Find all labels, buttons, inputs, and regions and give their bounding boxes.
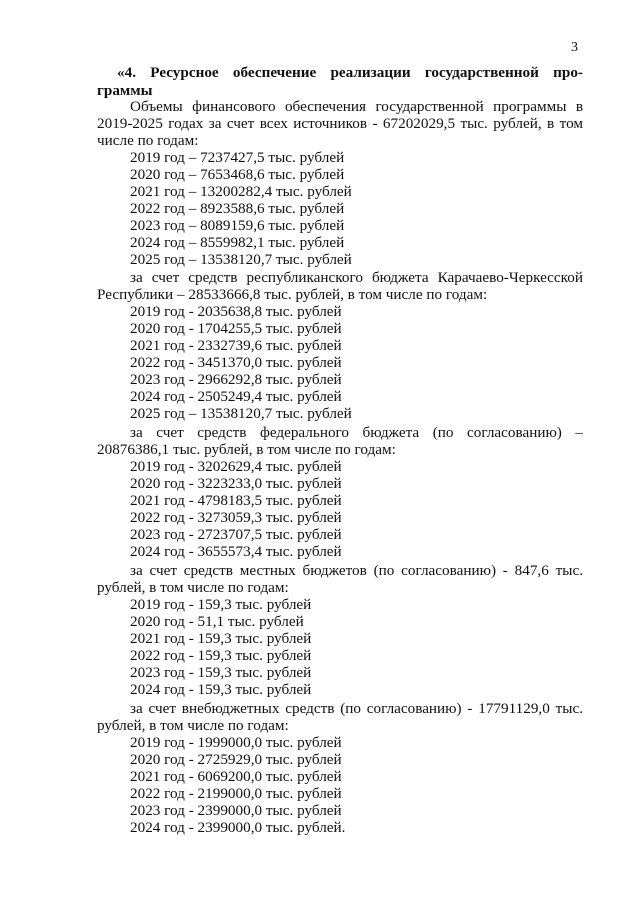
- year-amount-item: 2019 год – 7237427,5 тыс. рублей: [130, 149, 345, 166]
- year-amount-item: 2021 год - 4798183,5 тыс. рублей: [130, 492, 342, 509]
- year-amount-item: 2024 год – 8559982,1 тыс. рублей: [130, 234, 345, 251]
- year-amount-item: 2021 год - 159,3 тыс. рублей: [130, 630, 312, 647]
- funding-federal-budget: [97, 424, 583, 560]
- paragraph-line: за счет средств местных бюджетов (по согласованию) - 847,6 тыс.: [130, 562, 583, 579]
- year-amount-item: 2025 год – 13538120,7 тыс. рублей: [130, 251, 352, 268]
- year-amount-item: 2020 год - 51,1 тыс. рублей: [130, 613, 304, 630]
- funding-intro-paragraph: [97, 562, 583, 596]
- year-amount-item: 2022 год - 159,3 тыс. рублей: [130, 647, 312, 664]
- year-amount-item: 2023 год – 8089159,6 тыс. рублей: [130, 217, 345, 234]
- paragraph-line: рублей, в том числе по годам:: [97, 579, 289, 596]
- year-amount-item: 2021 год - 6069200,0 тыс. рублей: [130, 768, 342, 785]
- section-heading: [97, 64, 583, 99]
- year-amount-item: 2021 год - 2332739,6 тыс. рублей: [130, 337, 342, 354]
- year-amount-item: 2020 год – 7653468,6 тыс. рублей: [130, 166, 345, 183]
- section-heading-line-1: «4. Ресурсное обеспечение реализации государственной про-: [117, 64, 583, 81]
- year-amount-item: 2019 год - 2035638,8 тыс. рублей: [130, 303, 342, 320]
- year-amount-item: 2025 год – 13538120,7 тыс. рублей: [130, 405, 352, 422]
- paragraph-line: за счет средств федерального бюджета (по согласованию) –: [130, 424, 583, 441]
- paragraph-line: 20876386,1 тыс. рублей, в том числе по годам:: [97, 441, 396, 458]
- year-amount-item: 2020 год - 2725929,0 тыс. рублей: [130, 751, 342, 768]
- year-amount-item: 2023 год - 2399000,0 тыс. рублей: [130, 802, 342, 819]
- paragraph-line: числе по годам:: [97, 132, 199, 149]
- funding-intro-paragraph: [97, 269, 583, 303]
- paragraph-line: 2019-2025 годах за счет всех источников - 67202029,5 тыс. рублей, в том: [97, 115, 583, 132]
- year-amount-item: 2022 год - 3273059,3 тыс. рублей: [130, 509, 342, 526]
- year-amount-item: 2019 год - 3202629,4 тыс. рублей: [130, 458, 342, 475]
- funding-intro-paragraph: [97, 98, 583, 149]
- year-amount-item: 2021 год – 13200282,4 тыс. рублей: [130, 183, 352, 200]
- funding-local-budgets: [97, 562, 583, 698]
- funding-extrabudgetary: [97, 700, 583, 836]
- year-amount-item: 2020 год - 1704255,5 тыс. рублей: [130, 320, 342, 337]
- funding-all-sources: [97, 98, 583, 268]
- year-amount-item: 2022 год - 2199000,0 тыс. рублей: [130, 785, 342, 802]
- year-amount-item: 2020 год - 3223233,0 тыс. рублей: [130, 475, 342, 492]
- year-amount-item: 2023 год - 2966292,8 тыс. рублей: [130, 371, 342, 388]
- funding-intro-paragraph: [97, 424, 583, 458]
- funding-republican-budget: [97, 269, 583, 422]
- section-heading-line-2: граммы: [97, 81, 153, 99]
- year-amount-item: 2024 год - 2399000,0 тыс. рублей.: [130, 819, 346, 836]
- year-amount-item: 2019 год - 159,3 тыс. рублей: [130, 596, 312, 613]
- paragraph-line: за счет внебюджетных средств (по согласованию) - 17791129,0 тыс.: [130, 700, 583, 717]
- year-amount-item: 2022 год - 3451370,0 тыс. рублей: [130, 354, 342, 371]
- page-number: 3: [571, 40, 578, 55]
- paragraph-line: за счет средств республиканского бюджета Карачаево-Черкесской: [130, 269, 583, 286]
- paragraph-line: рублей, в том числе по годам:: [97, 717, 289, 734]
- year-amount-item: 2022 год – 8923588,6 тыс. рублей: [130, 200, 345, 217]
- year-amount-item: 2024 год - 2505249,4 тыс. рублей: [130, 388, 342, 405]
- funding-intro-paragraph: [97, 700, 583, 734]
- year-amount-item: 2024 год - 159,3 тыс. рублей: [130, 681, 312, 698]
- year-amount-item: 2019 год - 1999000,0 тыс. рублей: [130, 734, 342, 751]
- paragraph-line: Объемы финансового обеспечения государственной программы в: [130, 98, 583, 115]
- year-amount-item: 2023 год - 2723707,5 тыс. рублей: [130, 526, 342, 543]
- paragraph-line: Республики – 28533666,8 тыс. рублей, в том числе по годам:: [97, 286, 488, 303]
- year-amount-item: 2023 год - 159,3 тыс. рублей: [130, 664, 312, 681]
- year-amount-item: 2024 год - 3655573,4 тыс. рублей: [130, 543, 342, 560]
